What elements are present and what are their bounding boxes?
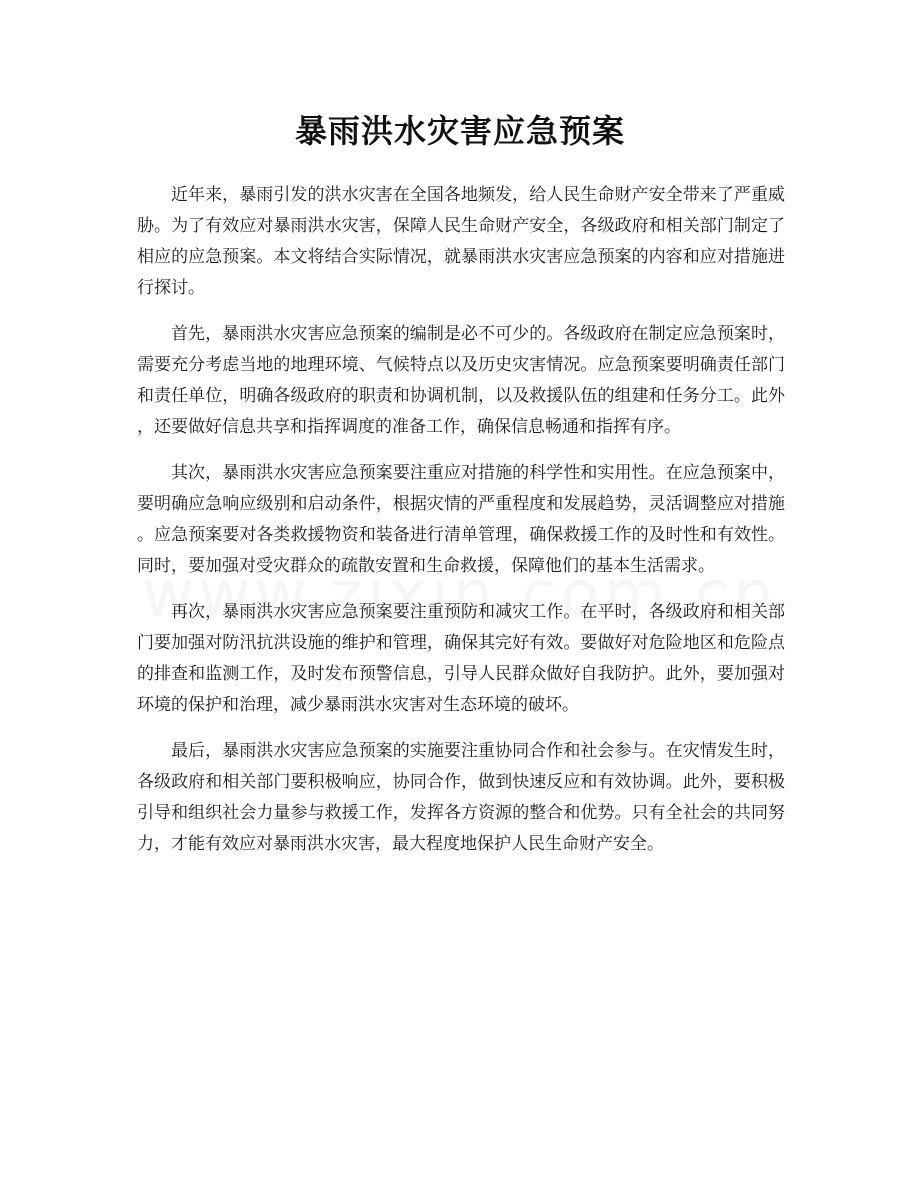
paragraph-first: 首先，暴雨洪水灾害应急预案的编制是必不可少的。各级政府在制定应急预案时，需要充分考虑当地的地理环境、气候特点以及历史灾害情况。应急预案要明确责任部门和责任单位，明确各级政府的职责和协调机制，以及救援队伍的组建和任务分工。此外，还要做好信息共享和指挥调度的准备工作，确保信息畅通和指挥有序。 (137, 324, 785, 437)
paragraph-last: 最后，暴雨洪水灾害应急预案的实施要注重协同合作和社会参与。在灾情发生时，各级政府和相关部门要积极响应，协同合作，做到快速反应和有效协调。此外，要积极引导和组织社会力量参与救援工作，发挥各方资源的整合和优势。只有全社会的共同努力，才能有效应对暴雨洪水灾害，最大程度地保护人民生命财产安全。 (137, 741, 785, 854)
document-title: 暴雨洪水灾害应急预案 (294, 112, 625, 150)
paragraph-second: 其次，暴雨洪水灾害应急预案要注重应对措施的科学性和实用性。在应急预案中，要明确应急响应级别和启动条件，根据灾情的严重程度和发展趋势，灵活调整应对措施。应急预案要对各类救援物资和装备进行清单管理，确保救援工作的及时性和有效性。同时，要加强对受灾群众的疏散安置和生命救援，保障他们的基本生活需求。 (137, 463, 785, 576)
document-body (137, 180, 785, 875)
paragraph-intro: 近年来，暴雨引发的洪水灾害在全国各地频发，给人民生命财产安全带来了严重威胁。为了有效应对暴雨洪水灾害，保障人民生命财产安全，各级政府和相关部门制定了相应的应急预案。本文将结合实际情况，就暴雨洪水灾害应急预案的内容和应对措施进行探讨。 (137, 185, 785, 298)
paragraph-third: 再次，暴雨洪水灾害应急预案要注重预防和减灾工作。在平时，各级政府和相关部门要加强对防汛抗洪设施的维护和管理，确保其完好有效。要做好对危险地区和危险点的排查和监测工作，及时发布预警信息，引导人民群众做好自我防护。此外，要加强对环境的保护和治理，减少暴雨洪水灾害对生态环境的破坏。 (137, 602, 785, 715)
